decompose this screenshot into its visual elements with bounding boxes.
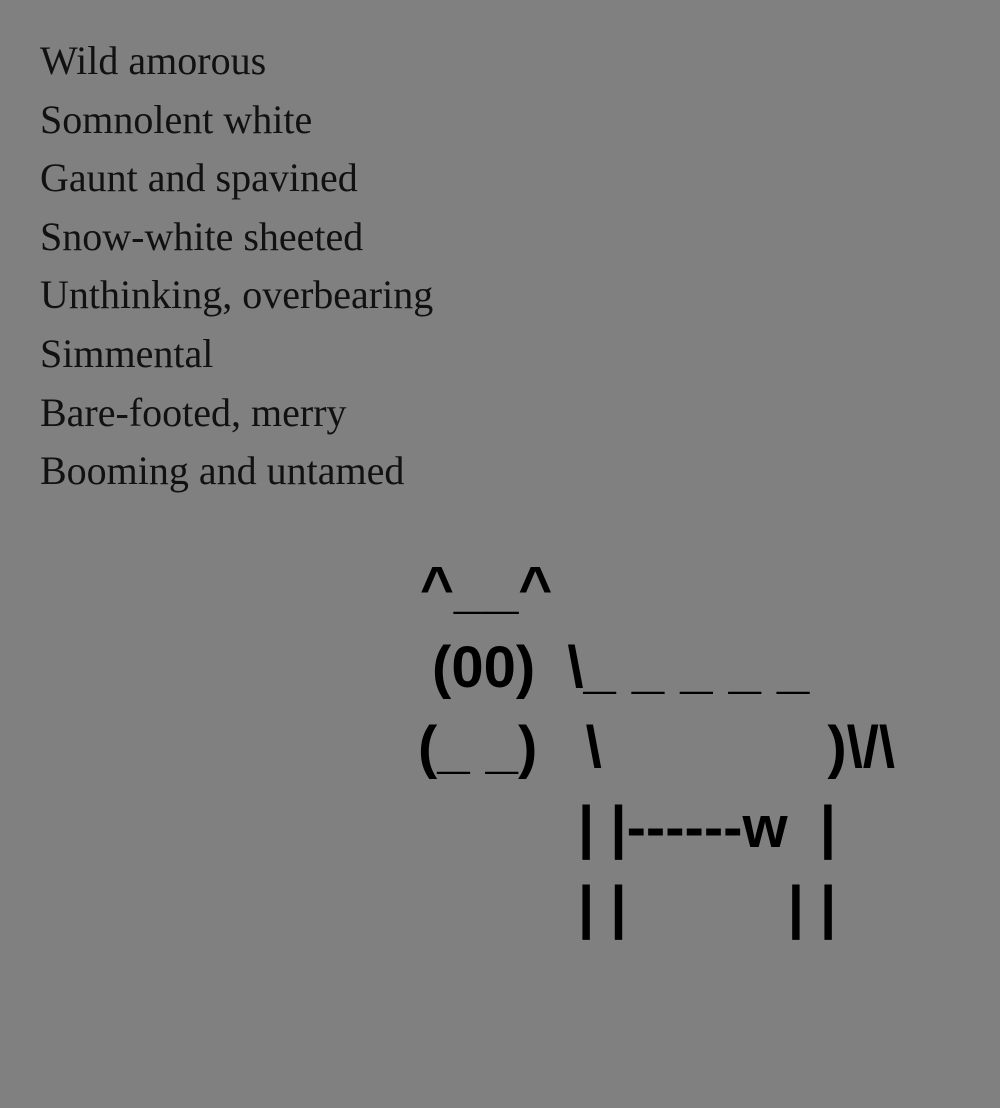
poem-line: Simmental [40,330,214,376]
poem-line: Somnolent white [40,96,313,142]
poem-line: Snow-white sheeted [40,213,364,259]
poem-line: Bare-footed, merry [40,389,347,435]
poem-line: Wild amorous [40,38,267,83]
ascii-cow-line-nose: (_ _) \ )\/\ [418,715,895,780]
ascii-cow-line-udder: | |------w | [578,795,837,860]
ascii-cow-line-eyes: (00) \_ _ _ _ _ [432,635,810,700]
poem [40,32,433,501]
poem-line: Unthinking, overbearing [40,272,434,318]
ascii-cow-line-ears: ^__^ [420,555,553,620]
ascii-cow-art [418,548,895,1108]
ascii-cow-line-legs: | | | | [578,875,837,940]
poem-line: Booming and untamed [40,448,405,494]
poem-line: Gaunt and spavined [40,155,358,201]
